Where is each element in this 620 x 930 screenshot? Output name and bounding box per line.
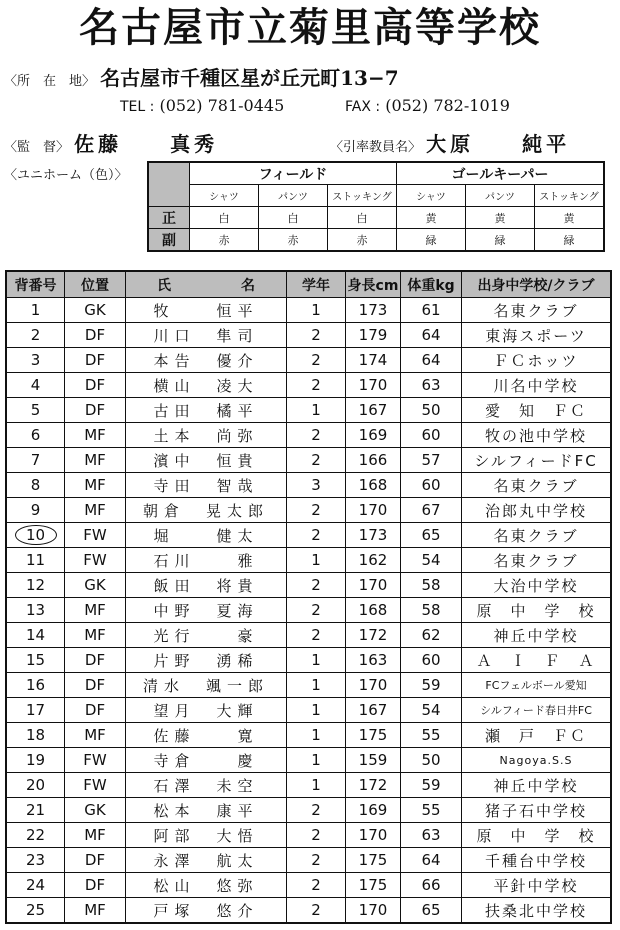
player-number: 16	[6, 673, 65, 698]
player-name: 寺倉 慶	[126, 748, 287, 773]
roster-table	[5, 270, 612, 924]
player-position: DF	[65, 323, 126, 348]
player-club: 名東クラブ	[462, 523, 612, 548]
player-position: DF	[65, 673, 126, 698]
player-name: 中野 夏海	[126, 598, 287, 623]
player-height: 162	[346, 548, 401, 573]
player-club: Nagoya.S.S	[462, 748, 612, 773]
player-club: シルフィード春日井FC	[462, 698, 612, 723]
uniform-table	[147, 161, 605, 252]
player-number: 12	[6, 573, 65, 598]
player-grade: 1	[287, 773, 346, 798]
captain-circle: 10	[15, 525, 57, 545]
player-number: 15	[6, 648, 65, 673]
table-row	[6, 698, 611, 723]
uniform-color-cell: 緑	[535, 229, 605, 252]
player-weight: 54	[401, 548, 462, 573]
player-grade: 2	[287, 448, 346, 473]
player-position: DF	[65, 873, 126, 898]
uniform-subheader: ストッキング	[535, 185, 605, 207]
player-position: DF	[65, 398, 126, 423]
uniform-subheader: パンツ	[466, 185, 535, 207]
player-weight: 64	[401, 348, 462, 373]
teacher-name: 大原 純平	[426, 132, 571, 156]
uniform-row-primary-label: 正	[148, 207, 190, 229]
player-club: 扶桑北中学校	[462, 898, 612, 924]
player-name: 石川 雅	[126, 548, 287, 573]
player-club: 名東クラブ	[462, 298, 612, 323]
player-height: 167	[346, 398, 401, 423]
player-position: FW	[65, 748, 126, 773]
player-position: GK	[65, 573, 126, 598]
player-name: 松本 康平	[126, 798, 287, 823]
player-weight: 58	[401, 573, 462, 598]
player-name: 堀 健太	[126, 523, 287, 548]
player-weight: 63	[401, 823, 462, 848]
player-number: 22	[6, 823, 65, 848]
header-grade: 学年	[287, 271, 346, 298]
player-grade: 2	[287, 598, 346, 623]
player-position: MF	[65, 723, 126, 748]
uniform-color-cell: 白	[259, 207, 328, 229]
table-row	[6, 348, 611, 373]
table-row	[6, 423, 611, 448]
header-weight: 体重kg	[401, 271, 462, 298]
player-weight: 65	[401, 523, 462, 548]
player-grade: 2	[287, 798, 346, 823]
manager-line	[4, 128, 218, 157]
player-height: 172	[346, 623, 401, 648]
player-position: DF	[65, 648, 126, 673]
player-number: 23	[6, 848, 65, 873]
player-grade: 2	[287, 848, 346, 873]
player-number: 19	[6, 748, 65, 773]
player-grade: 3	[287, 473, 346, 498]
player-position: GK	[65, 298, 126, 323]
player-grade: 1	[287, 748, 346, 773]
table-row	[6, 898, 611, 924]
player-position: MF	[65, 473, 126, 498]
player-name: 朝倉 晃太郎	[126, 498, 287, 523]
player-name: 永澤 航太	[126, 848, 287, 873]
player-height: 167	[346, 698, 401, 723]
table-row	[6, 848, 611, 873]
player-height: 175	[346, 873, 401, 898]
player-height: 170	[346, 373, 401, 398]
player-weight: 65	[401, 898, 462, 924]
manager-label: 〈監 督〉	[4, 140, 70, 155]
player-club: FCフェルボール愛知	[462, 673, 612, 698]
address-label: 〈所 在 地〉	[4, 74, 96, 89]
player-height: 168	[346, 473, 401, 498]
player-number: 8	[6, 473, 65, 498]
player-name: 濱中 恒貴	[126, 448, 287, 473]
player-weight: 55	[401, 798, 462, 823]
player-height: 179	[346, 323, 401, 348]
table-row	[6, 748, 611, 773]
player-name: 牧 恒平	[126, 298, 287, 323]
player-club: 神丘中学校	[462, 773, 612, 798]
player-position: MF	[65, 423, 126, 448]
table-row	[6, 623, 611, 648]
player-position: MF	[65, 498, 126, 523]
player-club: 大治中学校	[462, 573, 612, 598]
player-height: 166	[346, 448, 401, 473]
header-name: 氏 名	[126, 271, 287, 298]
player-name: 本告 優介	[126, 348, 287, 373]
player-position: FW	[65, 773, 126, 798]
uniform-color-cell: 黄	[397, 207, 466, 229]
uniform-row-secondary-label: 副	[148, 229, 190, 252]
player-club: シルフィードFC	[462, 448, 612, 473]
player-height: 172	[346, 773, 401, 798]
uniform-subheader: シャツ	[397, 185, 466, 207]
player-name: 戸塚 悠介	[126, 898, 287, 924]
player-name: 佐藤 寛	[126, 723, 287, 748]
table-row	[6, 573, 611, 598]
table-row	[6, 373, 611, 398]
player-name: 石澤 未空	[126, 773, 287, 798]
player-position: MF	[65, 623, 126, 648]
player-number: 17	[6, 698, 65, 723]
player-number: 24	[6, 873, 65, 898]
table-row	[6, 523, 611, 548]
manager-name: 佐藤 真秀	[74, 132, 219, 156]
player-name: 土本 尚弥	[126, 423, 287, 448]
player-name: 松山 悠弥	[126, 873, 287, 898]
player-weight: 64	[401, 848, 462, 873]
player-number: 7	[6, 448, 65, 473]
player-club: 治郎丸中学校	[462, 498, 612, 523]
player-height: 163	[346, 648, 401, 673]
player-number: 9	[6, 498, 65, 523]
uniform-label: 〈ユニホーム（色）〉	[4, 168, 128, 183]
player-position: DF	[65, 698, 126, 723]
player-position: DF	[65, 848, 126, 873]
table-row	[6, 548, 611, 573]
player-height: 170	[346, 823, 401, 848]
player-grade: 2	[287, 898, 346, 924]
player-grade: 1	[287, 548, 346, 573]
player-weight: 61	[401, 298, 462, 323]
player-number: 13	[6, 598, 65, 623]
player-weight: 59	[401, 673, 462, 698]
table-row	[6, 673, 611, 698]
header-height: 身長cm	[346, 271, 401, 298]
player-weight: 57	[401, 448, 462, 473]
player-grade: 2	[287, 373, 346, 398]
fax-line	[345, 96, 510, 115]
player-height: 175	[346, 723, 401, 748]
player-number: 6	[6, 423, 65, 448]
player-height: 169	[346, 798, 401, 823]
player-name: 横山 凌大	[126, 373, 287, 398]
player-name: 寺田 智哉	[126, 473, 287, 498]
uniform-color-cell: 緑	[397, 229, 466, 252]
tel-label: TEL :	[120, 99, 155, 115]
player-height: 174	[346, 348, 401, 373]
player-club: 原 中 学 校	[462, 823, 612, 848]
uniform-corner	[148, 162, 190, 207]
player-number: 25	[6, 898, 65, 924]
player-position: DF	[65, 373, 126, 398]
player-height: 170	[346, 898, 401, 924]
table-row	[6, 873, 611, 898]
player-grade: 2	[287, 573, 346, 598]
player-grade: 2	[287, 623, 346, 648]
player-number: 4	[6, 373, 65, 398]
player-grade: 2	[287, 348, 346, 373]
player-club: 愛 知 ＦＣ	[462, 398, 612, 423]
player-grade: 1	[287, 398, 346, 423]
player-position: FW	[65, 548, 126, 573]
player-grade: 2	[287, 498, 346, 523]
player-number	[6, 523, 65, 548]
player-position: GK	[65, 798, 126, 823]
table-row	[6, 598, 611, 623]
player-club: 牧の池中学校	[462, 423, 612, 448]
player-club: 瀬 戸 ＦＣ	[462, 723, 612, 748]
player-weight: 55	[401, 723, 462, 748]
player-height: 169	[346, 423, 401, 448]
teacher-label: 〈引率教員名〉	[330, 140, 422, 155]
uniform-subheader: パンツ	[259, 185, 328, 207]
player-grade: 2	[287, 423, 346, 448]
player-height: 170	[346, 573, 401, 598]
player-position: MF	[65, 448, 126, 473]
school-title: 名古屋市立菊里高等学校	[79, 5, 541, 51]
uniform-color-cell: 黄	[535, 207, 605, 229]
player-weight: 66	[401, 873, 462, 898]
player-grade: 2	[287, 823, 346, 848]
player-name: 古田 橘平	[126, 398, 287, 423]
player-weight: 60	[401, 423, 462, 448]
table-row	[6, 648, 611, 673]
player-weight: 59	[401, 773, 462, 798]
player-name: 阿部 大悟	[126, 823, 287, 848]
player-weight: 58	[401, 598, 462, 623]
player-name: 片野 湧稀	[126, 648, 287, 673]
table-row	[6, 723, 611, 748]
table-row	[6, 323, 611, 348]
table-row	[6, 498, 611, 523]
player-height: 168	[346, 598, 401, 623]
player-weight: 54	[401, 698, 462, 723]
player-name: 飯田 将貴	[126, 573, 287, 598]
player-club: 名東クラブ	[462, 548, 612, 573]
player-name: 川口 隼司	[126, 323, 287, 348]
uniform-color-cell: 赤	[259, 229, 328, 252]
player-name: 望月 大輝	[126, 698, 287, 723]
player-weight: 50	[401, 748, 462, 773]
player-club: 川名中学校	[462, 373, 612, 398]
uniform-color-cell: 白	[190, 207, 259, 229]
fax-value: (052) 782-1019	[385, 96, 510, 115]
address-value: 名古屋市千種区星が丘元町13−7	[100, 66, 399, 90]
header-club: 出身中学校/クラブ	[462, 271, 612, 298]
player-grade: 1	[287, 648, 346, 673]
player-club: 神丘中学校	[462, 623, 612, 648]
player-club: 平針中学校	[462, 873, 612, 898]
player-height: 170	[346, 673, 401, 698]
player-weight: 63	[401, 373, 462, 398]
player-height: 170	[346, 498, 401, 523]
player-number: 11	[6, 548, 65, 573]
player-height: 173	[346, 298, 401, 323]
uniform-color-cell: 緑	[466, 229, 535, 252]
player-grade: 1	[287, 723, 346, 748]
tel-line	[120, 96, 284, 115]
player-weight: 64	[401, 323, 462, 348]
player-number: 1	[6, 298, 65, 323]
player-position: MF	[65, 823, 126, 848]
player-club: 東海スポーツ	[462, 323, 612, 348]
player-weight: 60	[401, 473, 462, 498]
player-position: DF	[65, 348, 126, 373]
table-row	[6, 448, 611, 473]
player-height: 175	[346, 848, 401, 873]
uniform-subheader: ストッキング	[328, 185, 397, 207]
fax-label: FAX :	[345, 99, 381, 115]
uniform-color-cell: 白	[328, 207, 397, 229]
player-grade: 2	[287, 323, 346, 348]
uniform-color-cell: 赤	[190, 229, 259, 252]
tel-value: (052) 781-0445	[159, 96, 285, 115]
player-weight: 60	[401, 648, 462, 673]
player-grade: 1	[287, 673, 346, 698]
table-row	[6, 773, 611, 798]
player-name: 光行 豪	[126, 623, 287, 648]
player-club: Ａ Ｉ Ｆ Ａ	[462, 648, 612, 673]
uniform-subheader: シャツ	[190, 185, 259, 207]
player-number: 20	[6, 773, 65, 798]
player-weight: 62	[401, 623, 462, 648]
player-grade: 2	[287, 873, 346, 898]
header-number: 背番号	[6, 271, 65, 298]
player-number: 14	[6, 623, 65, 648]
teacher-line	[330, 128, 570, 157]
uniform-color-cell: 赤	[328, 229, 397, 252]
player-club: ＦＣホッツ	[462, 348, 612, 373]
player-position: MF	[65, 898, 126, 924]
player-height: 159	[346, 748, 401, 773]
player-number: 18	[6, 723, 65, 748]
player-weight: 50	[401, 398, 462, 423]
player-position: MF	[65, 598, 126, 623]
table-row	[6, 823, 611, 848]
player-club: 千種台中学校	[462, 848, 612, 873]
table-row	[6, 473, 611, 498]
player-club: 原 中 学 校	[462, 598, 612, 623]
player-height: 173	[346, 523, 401, 548]
uniform-color-cell: 黄	[466, 207, 535, 229]
player-club: 名東クラブ	[462, 473, 612, 498]
table-row	[6, 798, 611, 823]
player-number: 2	[6, 323, 65, 348]
player-grade: 2	[287, 523, 346, 548]
player-number: 21	[6, 798, 65, 823]
header-position: 位置	[65, 271, 126, 298]
player-grade: 1	[287, 298, 346, 323]
player-name: 清水 颯一郎	[126, 673, 287, 698]
player-position: FW	[65, 523, 126, 548]
player-number: 5	[6, 398, 65, 423]
uniform-gk-header: ゴールキーパー	[397, 162, 605, 185]
player-grade: 1	[287, 698, 346, 723]
player-number: 3	[6, 348, 65, 373]
player-club: 猪子石中学校	[462, 798, 612, 823]
player-weight: 67	[401, 498, 462, 523]
uniform-field-header: フィールド	[190, 162, 397, 185]
table-row	[6, 398, 611, 423]
address-line	[4, 62, 399, 91]
table-row	[6, 298, 611, 323]
